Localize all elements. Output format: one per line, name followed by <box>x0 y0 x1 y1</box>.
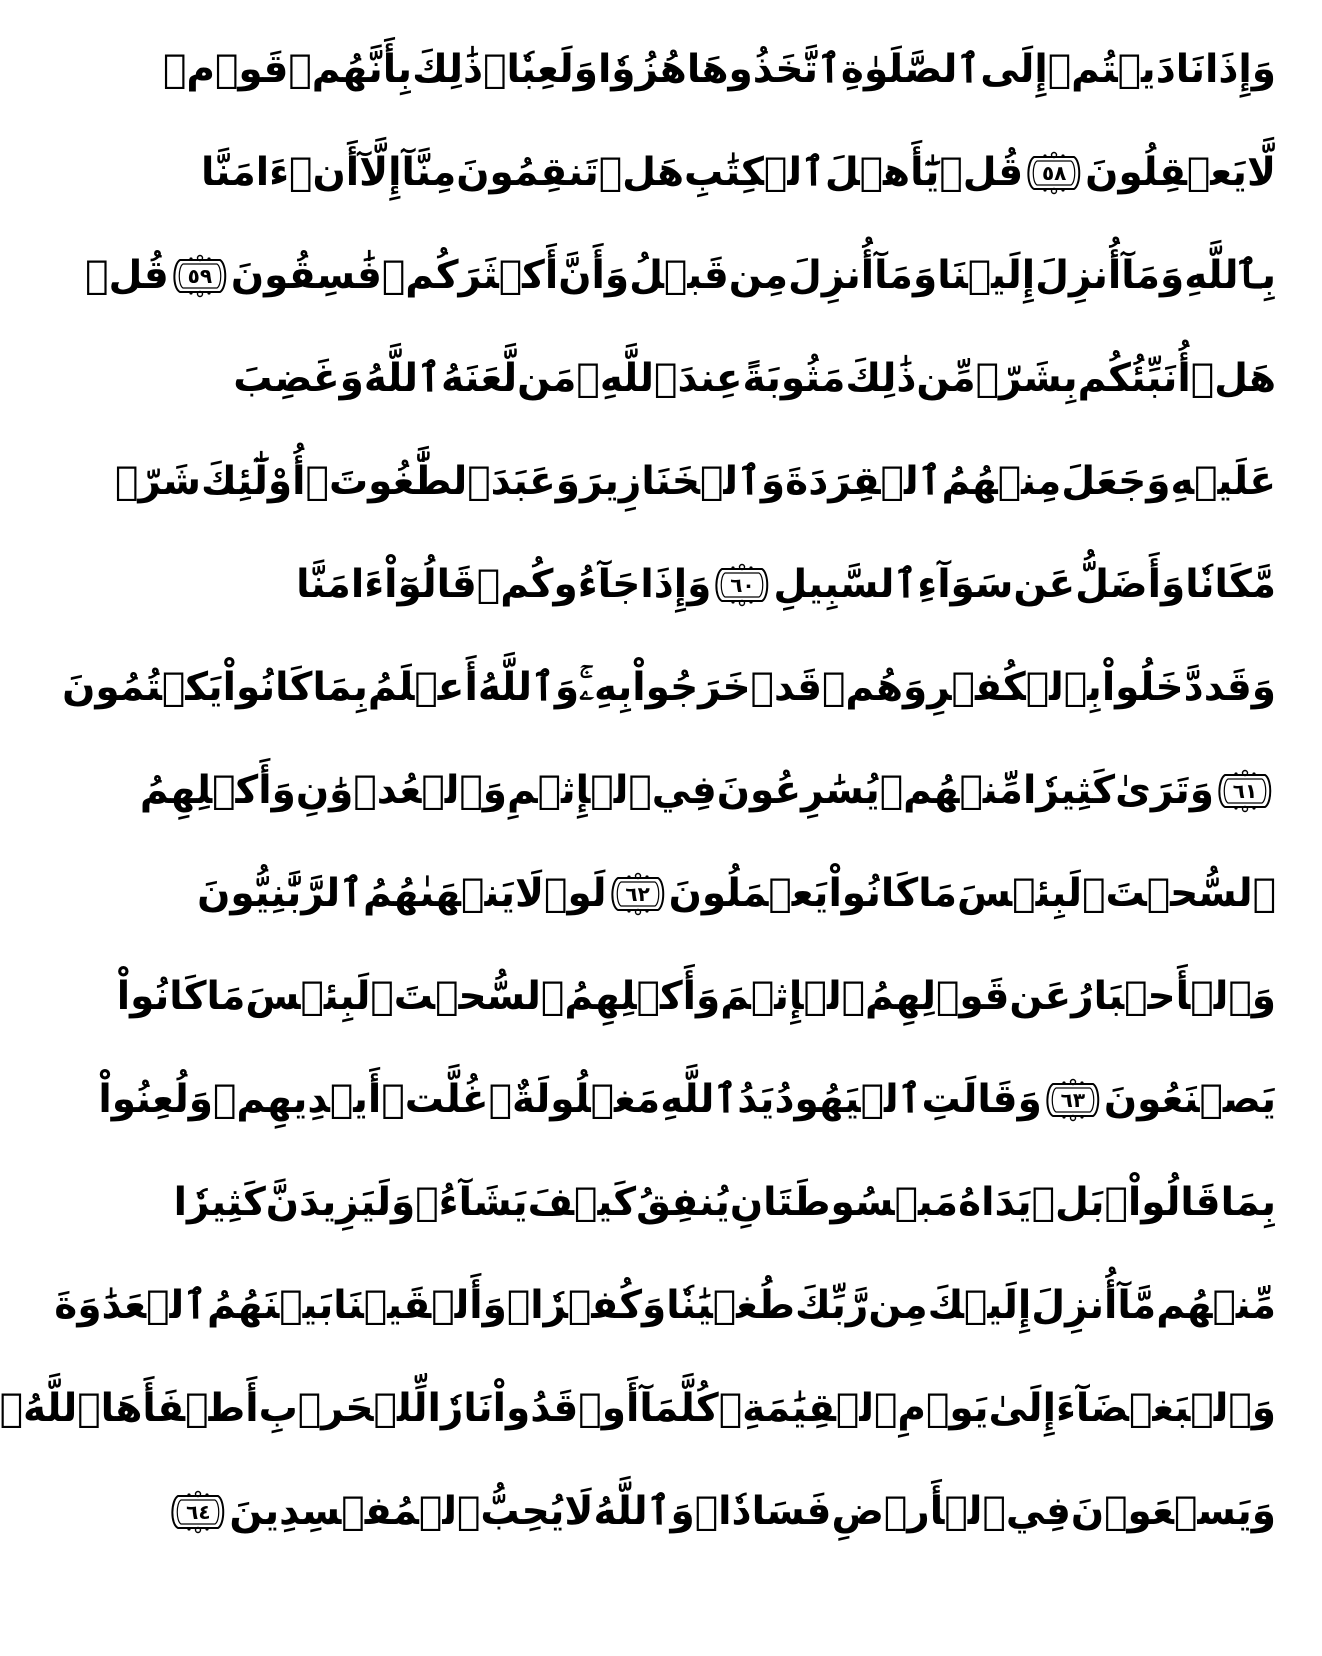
word: مَا <box>918 871 958 916</box>
word: وَتَرَىٰ <box>1115 768 1214 813</box>
word: قُلۡ <box>85 253 169 298</box>
word: وَٱلۡعُدۡوَٰنِ <box>295 768 508 813</box>
word: يُنفِقُ <box>636 1180 730 1225</box>
word: مَّكَانٗا <box>1185 562 1276 607</box>
word: قَالُواْۘ <box>1104 1180 1221 1225</box>
word: وَٱلۡبَغۡضَآءَ <box>1055 1386 1276 1431</box>
word: بِمَا <box>312 665 368 710</box>
word: طُغۡيَٰنٗا <box>666 1283 795 1328</box>
word: ٱلصَّلَوٰةِ <box>840 47 981 92</box>
text-line <box>115 430 1276 533</box>
word: يَٰٓأَهۡلَ <box>824 150 940 195</box>
word: ٱلرَّبَّٰنِيُّونَ <box>197 871 364 916</box>
word: هَلۡ <box>1190 356 1276 401</box>
word: لَوۡلَا <box>515 871 607 916</box>
word: ٱتَّخَذُوهَا <box>686 47 841 92</box>
word: وَعَبَدَ <box>490 459 580 504</box>
word: أُنزِلَ <box>1031 1283 1118 1328</box>
word: مَثُوبَةً <box>742 356 846 401</box>
text-line <box>296 533 1276 636</box>
word: قَبۡلُ <box>629 253 729 298</box>
word: لِّلۡحَرۡبِ <box>258 1386 428 1431</box>
word: أَيۡدِيهِمۡ <box>212 1077 382 1122</box>
word: كَانُواْ <box>116 974 207 1019</box>
text-line <box>186 1460 1276 1563</box>
ayah-marker <box>1023 151 1085 195</box>
ayah-number: ٦٠ <box>730 572 755 597</box>
word: كَانُواْ <box>222 665 313 710</box>
word: ٱلۡإِثۡمَ <box>720 974 865 1019</box>
word: يَعۡقِلُونَ <box>1085 150 1247 195</box>
word: مَبۡسُوطَتَانِ <box>729 1180 959 1225</box>
word: مِّنۡهُم <box>1156 1283 1276 1328</box>
word: ٱللَّهِۚ <box>576 356 678 401</box>
word: وَلَيَزِيدَنَّ <box>265 1180 416 1225</box>
word: ٱللَّهِ <box>660 1077 738 1122</box>
word: بِهِۦۚ <box>579 665 633 710</box>
word: وَمَآ <box>874 253 938 298</box>
word: يُسَٰرِعُونَ <box>716 768 880 813</box>
word: يُحِبُّ <box>480 1489 565 1534</box>
text-line <box>0 1357 1276 1460</box>
word: مِنۡهُمُ <box>941 459 1062 504</box>
word: أُنزِلَ <box>788 253 875 298</box>
word: عَن <box>1013 562 1076 607</box>
word: لَّا <box>1246 150 1276 195</box>
word: قَوۡمٞ <box>163 47 289 92</box>
text-line <box>163 18 1276 121</box>
word: بِأَنَّهُمۡ <box>288 47 413 92</box>
word: أُوْلَٰٓئِكَ <box>201 459 306 504</box>
word: نَارٗا <box>427 1386 493 1431</box>
word: بِشَرّٖ <box>975 356 1078 401</box>
ayah-marker <box>711 563 773 607</box>
word: ٱلۡإِثۡمِ <box>507 768 652 813</box>
word: ٱلسُّحۡتَۚ <box>1082 871 1276 916</box>
word: لَّعَنَهُ <box>440 356 518 401</box>
word: فَٰسِقُونَ <box>230 253 382 298</box>
word: ٱلۡمُفۡسِدِينَ <box>229 1489 481 1534</box>
word: وَأَكۡلِهِمُ <box>139 768 296 813</box>
word: لَا <box>564 1489 594 1534</box>
ayah-number: ٦١ <box>1232 778 1258 803</box>
word: إِلَى <box>980 47 1048 92</box>
word: يَشَآءُۚ <box>415 1180 528 1225</box>
word: يَوۡمِ <box>897 1386 989 1431</box>
word: وَجَعَلَ <box>1061 459 1171 504</box>
word: مَن <box>517 356 577 401</box>
word: لَبِئۡسَ <box>957 871 1083 916</box>
word: أَطۡفَأَهَا <box>100 1386 259 1431</box>
word: هُزُوٗا <box>597 47 687 92</box>
word: ٱلسَّبِيلِ <box>773 562 918 607</box>
word: هَلۡ <box>598 150 685 195</box>
word: ءَامَنَّا <box>296 562 385 607</box>
word: يَدَاهُ <box>958 1180 1032 1225</box>
ayah-marker <box>607 872 669 916</box>
word: كَثِيرٗا <box>1022 768 1116 813</box>
word: وَإِذَا <box>1205 47 1276 92</box>
word: فَسَادٗاۚ <box>694 1489 832 1534</box>
word: ٱللَّهُ <box>363 356 441 401</box>
word: يَصۡنَعُونَ <box>1103 1077 1276 1122</box>
word: أَوۡقَدُواْ <box>492 1386 640 1431</box>
word: كَانُواْ <box>828 871 919 916</box>
word: ٱلۡيَهُودُ <box>774 1077 922 1122</box>
word: وَقَد <box>1203 665 1276 710</box>
ayah-number: ٦٢ <box>625 881 650 906</box>
word: ذَٰلِكَ <box>845 356 917 401</box>
word: ٱلۡعَدَٰوَةَ <box>54 1283 208 1328</box>
word: وَكُفۡرٗاۚ <box>506 1283 667 1328</box>
word: عِندَ <box>677 356 743 401</box>
word: وَأَلۡقَيۡنَا <box>333 1283 507 1328</box>
ayah-marker <box>167 1490 229 1534</box>
text-line <box>85 224 1276 327</box>
word: ءَامَنَّا <box>201 150 290 195</box>
word: قَوۡلِهِمُ <box>865 974 1010 1019</box>
word: وَهُمۡ <box>822 665 928 710</box>
word: وَأَكۡلِهِمُ <box>564 974 721 1019</box>
word: وَٱلۡأَحۡبَارُ <box>1071 974 1276 1019</box>
word: وَٱللَّهُ <box>593 1489 695 1534</box>
word: وَلَعِبٗاۚ <box>483 47 598 92</box>
text-line <box>62 636 1276 739</box>
word: وَأَنَّ <box>558 253 630 298</box>
text-line <box>54 1254 1276 1357</box>
word: عَلَيۡهِ <box>1170 459 1276 504</box>
word: نَادَيۡتُمۡ <box>1047 47 1205 92</box>
word: قَدۡ <box>750 665 823 710</box>
ayah-number: ٦٣ <box>1060 1087 1086 1112</box>
word: مِنَّآ <box>401 150 457 195</box>
word: يَكۡتُمُونَ <box>62 665 223 710</box>
word: شَرّٞ <box>115 459 202 504</box>
word: إِلَّآ <box>359 150 402 195</box>
word: ٱلۡقِرَدَةَ <box>785 459 942 504</box>
ayah-marker <box>169 254 231 298</box>
word: وَيَسۡعَوۡنَ <box>1070 1489 1276 1534</box>
word: قُلۡ <box>939 150 1024 195</box>
word: وَٱلۡخَنَازِيرَ <box>580 459 786 504</box>
word: إِلَىٰ <box>988 1386 1056 1431</box>
word: أُنزِلَ <box>1035 253 1122 298</box>
word: مَا <box>206 974 246 1019</box>
text-line <box>173 1151 1276 1254</box>
word: وَٱللَّهُ <box>477 665 580 710</box>
word: يَدُ <box>737 1077 775 1122</box>
word: أُنَبِّئُكُم <box>1077 356 1191 401</box>
word: مِن <box>728 253 789 298</box>
text-line <box>139 739 1276 842</box>
text-line <box>197 842 1276 945</box>
word: غُلَّتۡ <box>381 1077 489 1122</box>
word: وَأَضَلُّ <box>1075 562 1186 607</box>
ayah-marker <box>1042 1078 1104 1122</box>
word: كَيۡفَ <box>527 1180 637 1225</box>
word: قَالُوٓاْ <box>384 562 477 607</box>
word: ٱلۡأَرۡضِ <box>831 1489 1006 1534</box>
word: بَلۡ <box>1031 1180 1105 1225</box>
word: وَمَآ <box>1121 253 1185 298</box>
word: أَنۡ <box>289 150 360 195</box>
text-line <box>201 121 1276 224</box>
word: يَعۡمَلُونَ <box>668 871 829 916</box>
word: بِمَا <box>1220 1180 1276 1225</box>
word: ٱلسُّحۡتَۚ <box>370 974 565 1019</box>
word: خَرَجُواْ <box>632 665 751 710</box>
word: فِي <box>1005 1489 1071 1534</box>
word: إِلَيۡكَ <box>927 1283 1032 1328</box>
word: بَيۡنَهُمُ <box>207 1283 334 1328</box>
word: سَوَآءِ <box>917 562 1014 607</box>
word: مِن <box>868 1283 928 1328</box>
word: مَّآ <box>1117 1283 1157 1328</box>
text-line <box>233 327 1276 430</box>
word: مِّن <box>916 356 976 401</box>
ayah-marker <box>1214 769 1276 813</box>
ayah-number: ٦٤ <box>186 1499 211 1524</box>
word: وَلُعِنُواْ <box>98 1077 213 1122</box>
word: ٱلۡكِتَٰبِ <box>684 150 825 195</box>
word: تَنقِمُونَ <box>456 150 599 195</box>
word: كَثِيرٗا <box>173 1180 266 1225</box>
word: يَنۡهَىٰهُمُ <box>363 871 516 916</box>
word: أَكۡثَرَكُمۡ <box>381 253 559 298</box>
word: مِّنۡهُمۡ <box>879 768 1023 813</box>
word: إِلَيۡنَا <box>937 253 1036 298</box>
word: رَّبِّكَ <box>794 1283 869 1328</box>
word: ٱللَّهُۚ <box>0 1386 101 1431</box>
word: لَبِئۡسَ <box>245 974 371 1019</box>
word: مَغۡلُولَةٌۚ <box>488 1077 661 1122</box>
word: ذَٰلِكَ <box>412 47 484 92</box>
ayah-number: ٥٩ <box>187 263 213 288</box>
word: كُلَّمَآ <box>639 1386 719 1431</box>
word: وَقَالَتِ <box>921 1077 1042 1122</box>
word: وَغَضِبَ <box>233 356 364 401</box>
word: ٱلطَّٰغُوتَۚ <box>305 459 491 504</box>
word: جَآءُوكُمۡ <box>476 562 641 607</box>
word: وَإِذَا <box>640 562 712 607</box>
text-line <box>98 1048 1276 1151</box>
word: ٱلۡقِيَٰمَةِۚ <box>718 1386 898 1431</box>
ayah-number: ٥٨ <box>1041 160 1067 185</box>
word: أَعۡلَمُ <box>367 665 478 710</box>
word: دَّخَلُواْ <box>1101 665 1204 710</box>
word: عَن <box>1009 974 1072 1019</box>
word: بِٱللَّهِ <box>1184 253 1276 298</box>
text-line <box>116 945 1276 1048</box>
word: بِٱلۡكُفۡرِ <box>927 665 1102 710</box>
word: فِي <box>651 768 717 813</box>
